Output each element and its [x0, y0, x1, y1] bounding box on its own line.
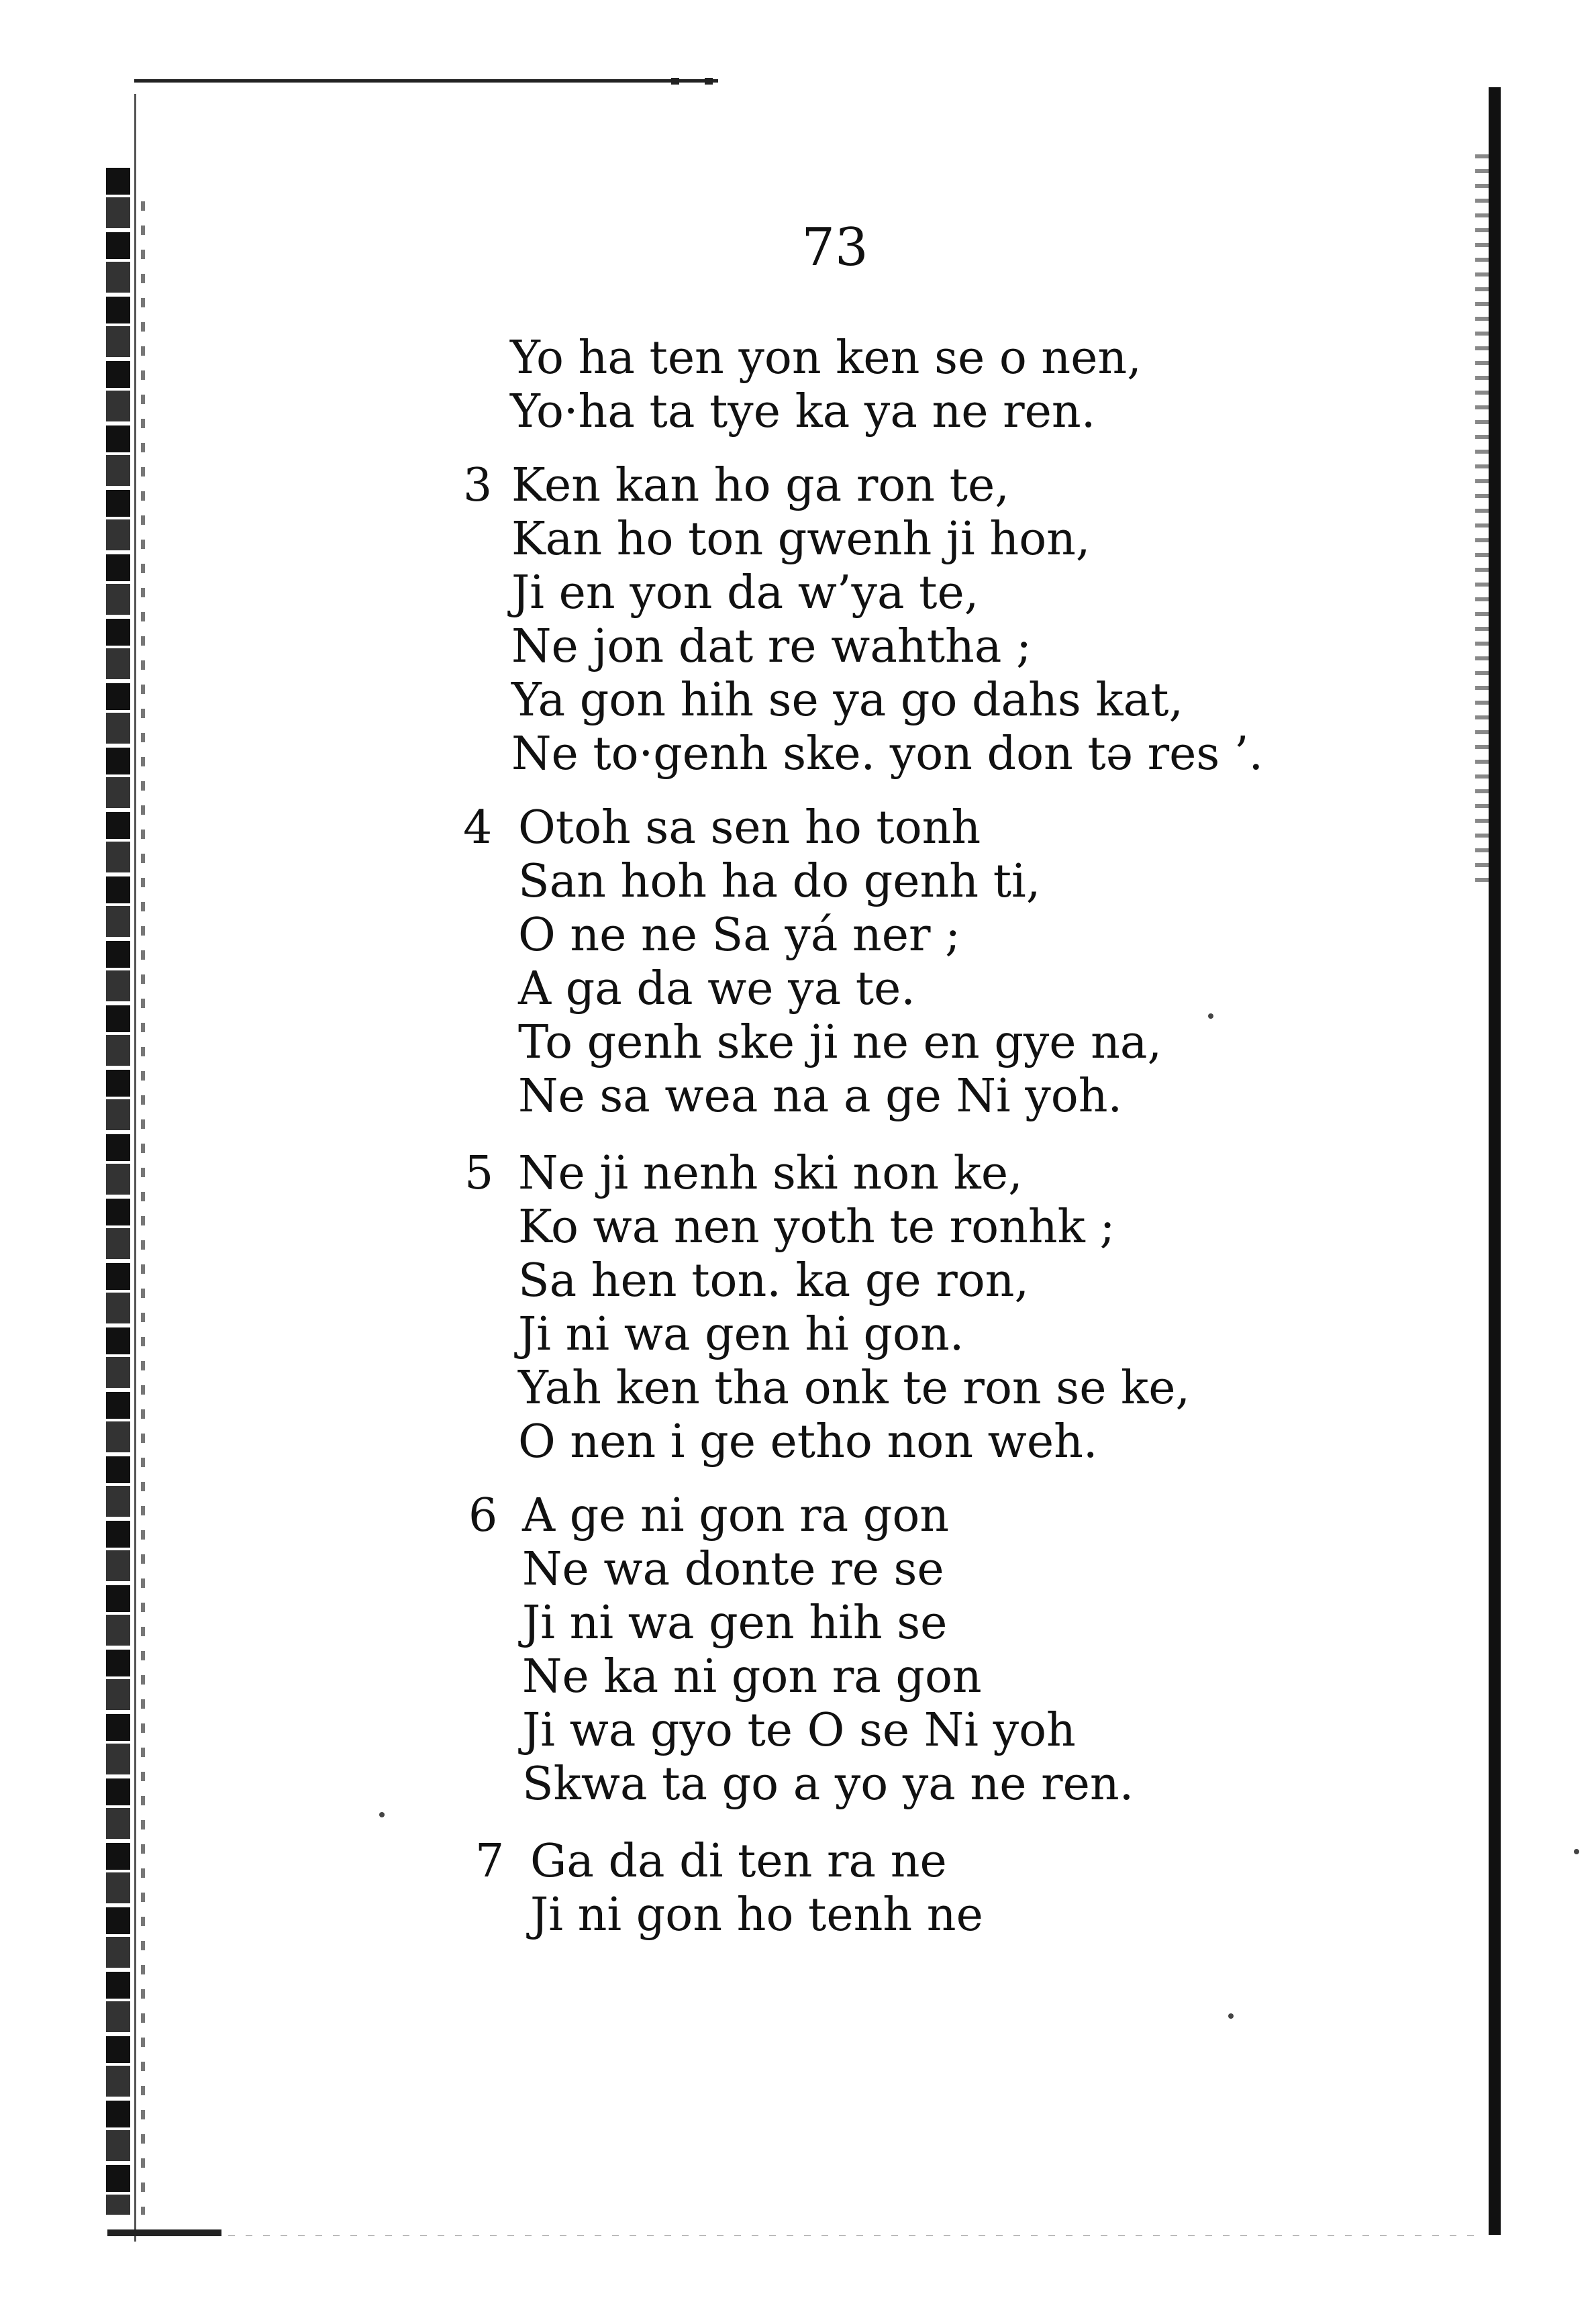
ink-speck — [379, 1812, 385, 1817]
verse-line: O ne ne Sa yá ner ; — [518, 909, 961, 962]
verse-line: Ji en yon da w’ya te, — [511, 566, 979, 619]
verse-line: Otoh sa sen ho tonh — [518, 801, 981, 854]
top-border-rule — [134, 79, 718, 83]
verse-number: 7 — [475, 1835, 505, 1888]
verse-line: Sa hen ton. ka ge ron, — [518, 1254, 1030, 1307]
verse-number: 3 — [463, 459, 493, 512]
bottom-faint-rule — [228, 2235, 1477, 2236]
verse-line: A ga da we ya te. — [518, 962, 915, 1015]
left-binding-edge — [106, 168, 130, 2215]
verse-number: 4 — [463, 801, 493, 854]
verse-line: Ne ka ni gon ra gon — [522, 1650, 982, 1703]
right-page-edge — [1489, 87, 1501, 2235]
verse-line: Skwa ta go a yo ya ne ren. — [522, 1758, 1134, 1811]
left-margin-line — [134, 94, 136, 2242]
verse-line: Ne sa wea na a ge Ni yoh. — [518, 1070, 1123, 1123]
verse-line: Ji ni gon ho tenh ne — [530, 1889, 983, 1942]
verse-line: Kan ho ton gwenh ji hon, — [511, 513, 1091, 566]
verse-line: Ken kan ho ga ron te, — [511, 459, 1009, 512]
verse-line: Ji ni wa gen hi gon. — [518, 1308, 964, 1361]
continuation-line: Yo ha ten yon ken se o nen, — [510, 332, 1142, 385]
verse-line: Ne to·genh ske. yon don tə res ’. — [511, 727, 1264, 781]
verse-line: Ga da di ten ra ne — [530, 1835, 947, 1888]
verse-line: Ji wa gyo te O se Ni yoh — [522, 1704, 1076, 1757]
verse-line: To genh ske ji ne en gye na, — [518, 1016, 1162, 1069]
verse-line: San hoh ha do genh ti, — [518, 855, 1041, 908]
page-number: 73 — [801, 217, 868, 278]
ink-speck — [1208, 1013, 1213, 1019]
verse-line: A ge ni gon ra gon — [522, 1489, 950, 1542]
bottom-border-rule — [107, 2229, 221, 2236]
ink-speck — [1574, 1849, 1579, 1854]
verse-line: Ne ji nenh ski non ke, — [518, 1147, 1023, 1200]
verse-line: Yah ken tha onk te ron se ke, — [518, 1362, 1191, 1415]
verse-line: Ne jon dat re wahtha ; — [511, 620, 1032, 673]
verse-line: Ko wa nen yoth te ronhk ; — [518, 1201, 1115, 1254]
verse-line: O nen i ge etho non weh. — [518, 1415, 1098, 1468]
top-border-dot — [705, 78, 713, 85]
top-border-dot — [671, 78, 679, 85]
left-margin-dashes — [141, 201, 145, 2215]
verse-line: Ne wa donte re se — [522, 1543, 944, 1596]
ink-speck — [1228, 2013, 1234, 2019]
verse-number: 6 — [468, 1489, 498, 1542]
verse-line: Ji ni wa gen hih se — [522, 1597, 948, 1650]
verse-line: Ya gon hih se ya go dahs kat, — [511, 674, 1184, 727]
continuation-line: Yo·ha ta tye ka ya ne ren. — [510, 385, 1096, 438]
verse-number: 5 — [464, 1147, 494, 1200]
